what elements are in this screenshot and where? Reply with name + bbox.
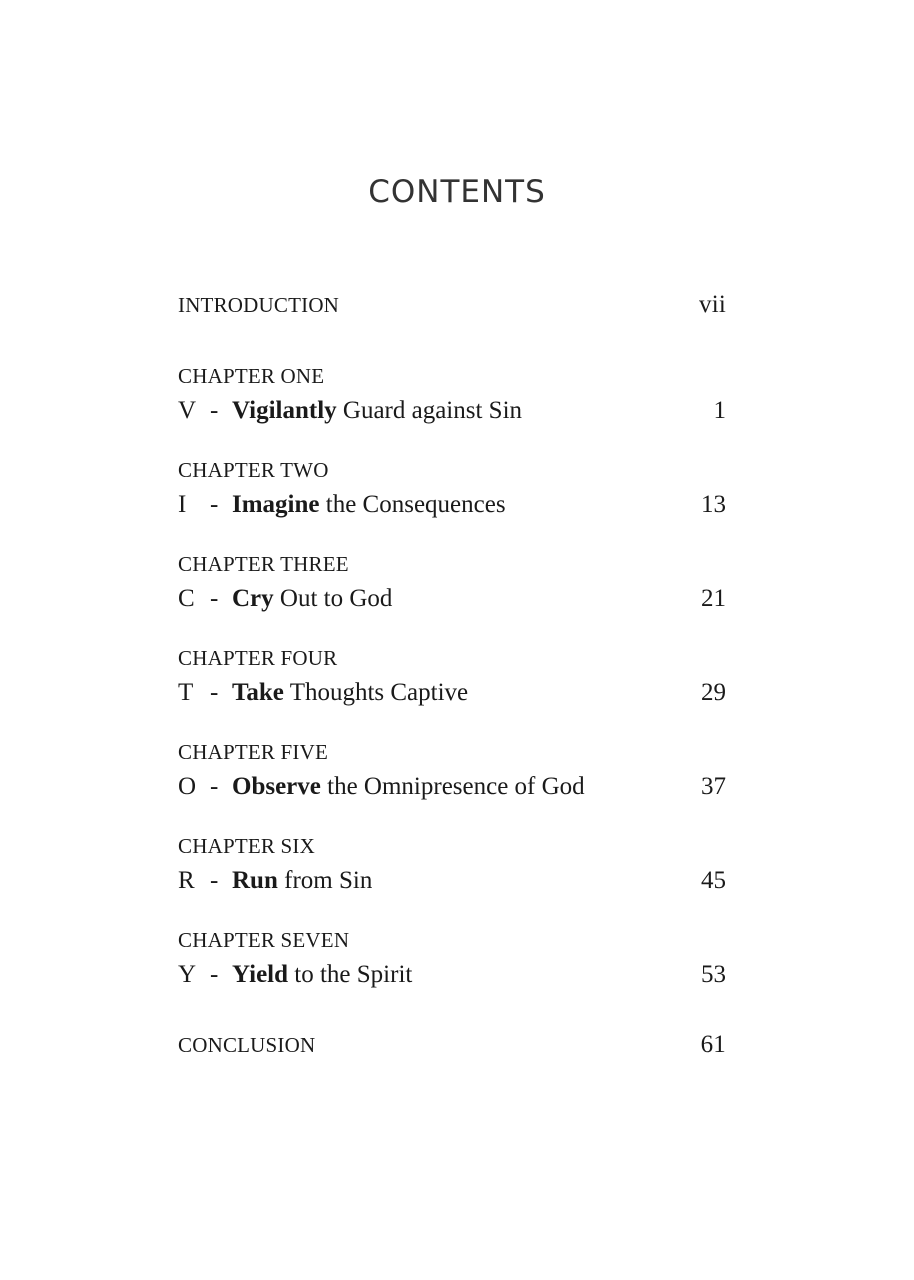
entry-rest: Thoughts Captive xyxy=(283,679,469,706)
separator-dash: - xyxy=(210,585,219,612)
acrostic-letter: O xyxy=(178,773,197,800)
chapter-heading xyxy=(178,924,726,956)
page-number: 21 xyxy=(701,585,726,612)
entry-keyword: Run xyxy=(232,867,278,894)
page-number: 29 xyxy=(701,679,726,706)
entry-title xyxy=(178,959,412,991)
entry-rest: the Consequences xyxy=(319,491,506,518)
page-title: CONTENTS xyxy=(368,174,546,210)
entry-label: CONCLUSION xyxy=(178,1033,316,1057)
toc-entry-chapter-four[interactable] xyxy=(178,677,726,709)
page-number: 1 xyxy=(713,397,726,424)
entry-title xyxy=(178,583,392,615)
page-number: 13 xyxy=(701,491,726,518)
acrostic-letter: R xyxy=(178,867,195,894)
chapter-label: CHAPTER FOUR xyxy=(178,646,338,670)
entry-title xyxy=(178,677,468,709)
toc-entry-chapter-two[interactable] xyxy=(178,489,726,521)
entry-title xyxy=(178,489,506,521)
toc-entry-chapter-one[interactable] xyxy=(178,395,726,427)
entry-keyword: Yield xyxy=(232,961,289,988)
page-number: vii xyxy=(699,291,726,318)
toc-entry-chapter-five[interactable] xyxy=(178,771,726,803)
acrostic-letter: Y xyxy=(178,961,197,988)
entry-rest: to the Spirit xyxy=(288,961,413,988)
acrostic-letter: V xyxy=(178,397,197,424)
toc-entry-introduction[interactable] xyxy=(178,289,726,321)
chapter-label: CHAPTER FIVE xyxy=(178,740,328,764)
chapter-label: CHAPTER SIX xyxy=(178,834,315,858)
separator-dash: - xyxy=(210,397,219,424)
separator-dash: - xyxy=(210,491,219,518)
acrostic-letter: I xyxy=(178,491,187,518)
toc-entry-chapter-seven[interactable] xyxy=(178,959,726,991)
chapter-heading xyxy=(178,642,726,674)
page-number: 53 xyxy=(701,961,726,988)
entry-keyword: Take xyxy=(232,679,284,706)
separator-dash: - xyxy=(210,867,219,894)
chapter-heading xyxy=(178,830,726,862)
entry-label: INTRODUCTION xyxy=(178,293,340,317)
entry-rest: the Omnipresence of God xyxy=(320,773,585,800)
entry-title xyxy=(178,865,372,897)
entry-keyword: Observe xyxy=(232,773,321,800)
chapter-heading xyxy=(178,548,726,580)
acrostic-letter: C xyxy=(178,585,195,612)
separator-dash: - xyxy=(210,961,219,988)
page-number: 61 xyxy=(700,1031,726,1058)
entry-title xyxy=(178,771,585,803)
entry-keyword: Cry xyxy=(232,585,274,612)
chapter-heading xyxy=(178,454,726,486)
chapter-heading xyxy=(178,736,726,768)
acrostic-letter: T xyxy=(178,679,194,706)
toc-entry-chapter-three[interactable] xyxy=(178,583,726,615)
chapter-label: CHAPTER SEVEN xyxy=(178,928,350,952)
entry-rest: Out to God xyxy=(273,585,393,612)
separator-dash: - xyxy=(210,679,219,706)
entry-keyword: Vigilantly xyxy=(232,397,337,424)
page-number: 45 xyxy=(701,867,726,894)
chapter-label: CHAPTER THREE xyxy=(178,552,349,576)
entry-title xyxy=(178,395,522,427)
chapter-label: CHAPTER TWO xyxy=(178,458,329,482)
entry-rest: Guard against Sin xyxy=(336,397,523,424)
entry-keyword: Imagine xyxy=(232,491,320,518)
toc-entry-conclusion[interactable] xyxy=(178,1029,726,1061)
page-number: 37 xyxy=(701,773,726,800)
toc-entry-chapter-six[interactable] xyxy=(178,865,726,897)
separator-dash: - xyxy=(210,773,219,800)
entry-rest: from Sin xyxy=(277,867,373,894)
chapter-label: CHAPTER ONE xyxy=(178,364,325,388)
chapter-heading xyxy=(178,360,726,392)
